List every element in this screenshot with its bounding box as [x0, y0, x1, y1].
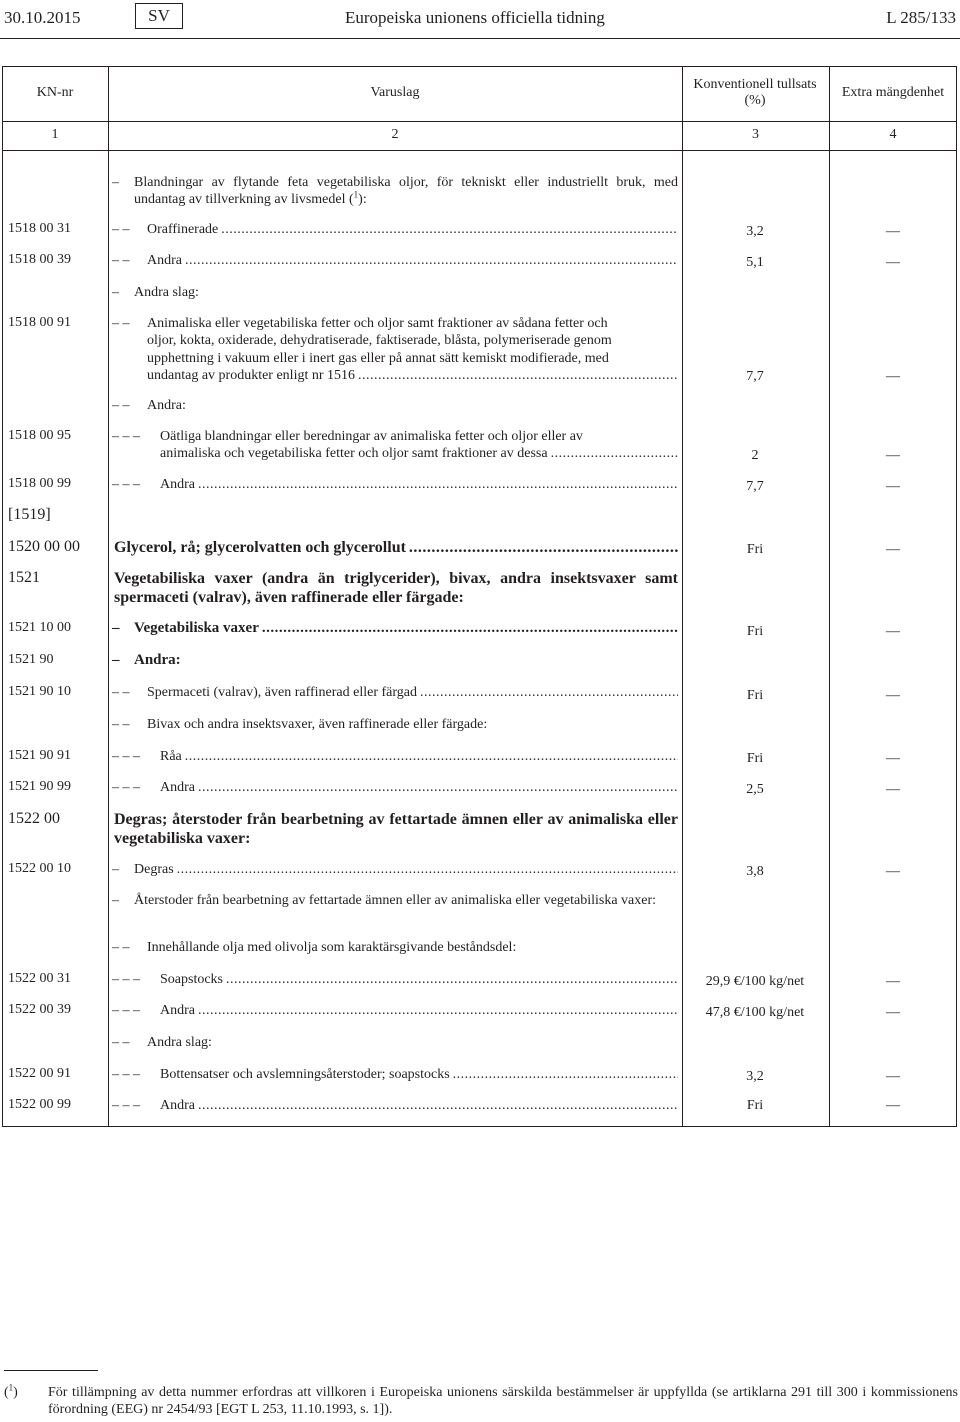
col-header-extra: Extra mängdenhet: [841, 85, 945, 100]
journal-title: Europeiska unionens officiella tidning: [345, 8, 605, 27]
indent-dashes: – –: [112, 316, 130, 331]
row-description: [114, 810, 678, 848]
row-text-line: upphettning i vakuum eller i inert gas eller på annat sätt kemiskt modifierade, med: [147, 350, 609, 366]
row-text: Blandningar av flytande feta vegetabiliska oljor, för tekniskt eller industriellt bruk, med undantag av tillverkning av livsmedel ($^1$):: [134, 175, 678, 208]
extra-unit: —: [886, 1069, 900, 1084]
row-description: [112, 397, 678, 414]
row-text: Degras: [134, 862, 174, 877]
row-description: [112, 1097, 678, 1114]
extra-unit: —: [886, 1098, 900, 1113]
indent-dashes: – –: [112, 1035, 130, 1050]
kn-code: 1521 90 10: [8, 684, 71, 699]
row-text: Glycerol, rå; glycerolvatten och glycerollut: [114, 539, 406, 556]
extra-unit: —: [886, 448, 900, 463]
row-description: [112, 939, 678, 956]
dot-leader: [198, 1097, 678, 1114]
dot-leader: [262, 620, 678, 637]
extra-unit: —: [886, 782, 900, 797]
extra-unit: —: [886, 255, 900, 270]
row-text: Vegetabiliska vaxer (andra än triglycerider), bivax, andra insektsvaxer samt spermaceti (valrav), även raffinerade eller färgade:: [114, 570, 678, 606]
extra-unit: —: [886, 479, 900, 494]
duty-rate: 2: [751, 448, 759, 463]
dot-leader: [185, 252, 678, 269]
indent-dashes: – – –: [112, 1067, 140, 1082]
indent-dashes: – –: [112, 222, 130, 237]
duty-rate: 29,9 €/100 kg/net: [705, 974, 805, 989]
kn-code: [1519]: [8, 506, 51, 523]
row-text-line: Animaliska eller vegetabiliska fetter och oljor samt fraktioner av sådana fetter och: [147, 316, 608, 331]
indent-dashes: –: [112, 652, 120, 668]
publication-date: 30.10.2015: [4, 8, 81, 27]
page-header: [0, 0, 960, 38]
indent-dashes: –: [112, 620, 120, 636]
row-description: [112, 779, 678, 796]
row-text: Degras; återstoder från bearbetning av fettartade ämnen eller av animaliska eller vegetabiliska vaxer:: [114, 811, 678, 847]
row-text: undantag av produkter enligt nr 1516: [147, 367, 356, 383]
indent-dashes: – –: [112, 253, 130, 268]
row-description: [112, 1034, 678, 1051]
duty-rate: Fri: [746, 624, 764, 639]
duty-rate: 7,7: [746, 369, 764, 384]
row-text-line: Oätliga blandningar eller beredningar av animaliska fetter och oljor eller av: [160, 429, 583, 444]
indent-dashes: – –: [112, 398, 130, 413]
dot-leader: [551, 445, 678, 462]
indent-dashes: – –: [112, 685, 130, 700]
indent-dashes: – –: [112, 717, 130, 732]
row-description: [112, 284, 678, 301]
column-divider-1: [108, 66, 109, 1127]
row-text: Andra slag:: [134, 285, 199, 300]
row-text: Andra slag:: [147, 1035, 212, 1050]
extra-unit: —: [886, 624, 900, 639]
kn-code: 1521 90 99: [8, 779, 71, 794]
row-description: [112, 476, 678, 493]
col-number-4: 4: [889, 127, 897, 142]
duty-rate: Fri: [746, 751, 764, 766]
dot-leader: [221, 221, 678, 238]
indent-dashes: – – –: [112, 749, 140, 764]
row-text: Andra: [160, 1098, 195, 1113]
duty-rate: Fri: [746, 1098, 764, 1113]
indent-dashes: – – –: [112, 972, 140, 987]
kn-code: 1518 00 95: [8, 428, 71, 443]
row-text: Oraffinerade: [147, 222, 219, 237]
row-text: Återstoder från bearbetning av fettartade ämnen eller av animaliska eller vegetabiliska vaxer:: [134, 893, 657, 908]
indent-dashes: – – –: [112, 780, 140, 795]
row-description: [112, 315, 678, 384]
row-description: [112, 652, 678, 669]
row-description: [112, 428, 678, 463]
row-description: [114, 538, 678, 557]
kn-code: 1522 00: [8, 810, 60, 827]
footnote-mark: ($^1$): [4, 1382, 18, 1400]
row-text: Andra: [147, 253, 182, 268]
indent-dashes: – – –: [112, 1003, 140, 1018]
indent-dashes: –: [112, 862, 119, 877]
indent-dashes: –: [112, 893, 119, 908]
kn-code: 1521: [8, 569, 40, 586]
row-text: Innehållande olja med olivolja som karaktärsgivande beståndsdel:: [147, 940, 517, 955]
row-description: [112, 861, 678, 878]
header-divider: [2, 121, 957, 122]
duty-rate: Fri: [746, 542, 764, 557]
kn-code: 1522 00 91: [8, 1066, 71, 1081]
dot-leader: [453, 1066, 678, 1083]
row-text: Andra:: [134, 652, 181, 668]
extra-unit: —: [886, 751, 900, 766]
kn-code: 1522 00 31: [8, 971, 71, 986]
row-text: Andra: [160, 477, 195, 492]
indent-dashes: –: [112, 285, 119, 300]
row-description: [112, 684, 678, 701]
dot-leader: [185, 748, 678, 765]
kn-code: 1518 00 91: [8, 315, 71, 330]
row-text: Bivax och andra insektsvaxer, även raffinerade eller färgade:: [147, 717, 488, 732]
row-text: Soapstocks: [160, 972, 223, 987]
dot-leader: [177, 861, 678, 878]
duty-rate: 7,7: [746, 479, 764, 494]
col-header-varuslag: Varuslag: [370, 85, 420, 100]
dot-leader: [358, 367, 678, 384]
header-rule: [0, 38, 960, 39]
row-description: [112, 748, 678, 765]
kn-code: 1522 00 10: [8, 861, 71, 876]
extra-unit: —: [886, 542, 900, 557]
row-description: [112, 716, 678, 733]
col-header-tullsats: Konventionell tullsats (%): [693, 77, 817, 108]
language-badge: SV: [135, 3, 183, 29]
page-reference: L 285/133: [886, 8, 956, 27]
colnum-divider: [2, 150, 957, 151]
duty-rate: 5,1: [746, 255, 764, 270]
kn-code: 1521 90 91: [8, 748, 71, 763]
col-number-2: 2: [391, 127, 399, 142]
kn-code: 1522 00 39: [8, 1002, 71, 1017]
extra-unit: —: [886, 688, 900, 703]
dot-leader: [198, 779, 678, 796]
row-description: [114, 569, 678, 607]
extra-unit: —: [886, 369, 900, 384]
footnote-rule: [4, 1370, 98, 1371]
dot-leader: [420, 684, 678, 701]
row-description: [112, 620, 678, 637]
duty-rate: 3,2: [746, 1069, 764, 1084]
col-number-3: 3: [752, 127, 759, 142]
kn-code: 1518 00 31: [8, 221, 71, 236]
row-text: Andra: [160, 780, 195, 795]
row-text: Andra: [160, 1003, 195, 1018]
extra-unit: —: [886, 864, 900, 879]
row-description: [112, 971, 678, 988]
footnote-text: För tillämpning av detta nummer erfordras att villkoren i Europeiska unionens särskilda bestämmelser är uppfyllda (se artiklarna 291 till 300 i kommissionens förordning (EEG) nr 2454/93 [EGT L 253, 11.10.1993, s. 1]).: [48, 1385, 958, 1417]
row-text: Bottensatser och avslemningsåterstoder; soapstocks: [160, 1067, 450, 1082]
duty-rate: Fri: [746, 688, 764, 703]
kn-code: 1521 10 00: [8, 620, 71, 635]
extra-unit: —: [886, 224, 900, 239]
kn-code: 1518 00 39: [8, 252, 71, 267]
indent-dashes: – – –: [112, 1098, 140, 1113]
row-text: Andra:: [147, 398, 186, 413]
dot-leader: [226, 971, 678, 988]
kn-code: 1522 00 99: [8, 1097, 71, 1112]
row-description: [112, 174, 678, 209]
row-description: [112, 1066, 678, 1083]
kn-code: 1518 00 99: [8, 476, 71, 491]
row-text: animaliska och vegetabiliska fetter och oljor samt fraktioner av dessa: [160, 446, 548, 462]
row-description: [112, 1002, 678, 1019]
duty-rate: 2,5: [746, 782, 764, 797]
duty-rate: 47,8 €/100 kg/net: [705, 1005, 805, 1020]
indent-dashes: –: [112, 175, 119, 190]
duty-rate: 3,8: [746, 864, 764, 879]
extra-unit: —: [886, 974, 900, 989]
extra-unit: —: [886, 1005, 900, 1020]
kn-code: 1521 90: [8, 652, 54, 667]
indent-dashes: – – –: [112, 429, 140, 444]
col-header-kn-nr: KN-nr: [36, 85, 74, 100]
duty-rate: 3,2: [746, 224, 764, 239]
dot-leader: [198, 476, 678, 493]
indent-dashes: – – –: [112, 477, 140, 492]
row-text: Spermaceti (valrav), även raffinerad eller färgad: [147, 685, 417, 700]
dot-leader: [198, 1002, 678, 1019]
kn-code: 1520 00 00: [8, 538, 80, 555]
col-number-1: 1: [51, 127, 59, 142]
dot-leader: [409, 538, 678, 557]
row-text: Råa: [160, 749, 182, 764]
row-description: [112, 892, 678, 909]
indent-dashes: – –: [112, 940, 130, 955]
row-text-line: oljor, kokta, oxiderade, dehydratiserade, faktiserade, blåsta, polymeriserade genom: [147, 333, 612, 349]
row-text: Vegetabiliska vaxer: [134, 620, 259, 636]
row-description: [112, 221, 678, 238]
row-description: [112, 252, 678, 269]
